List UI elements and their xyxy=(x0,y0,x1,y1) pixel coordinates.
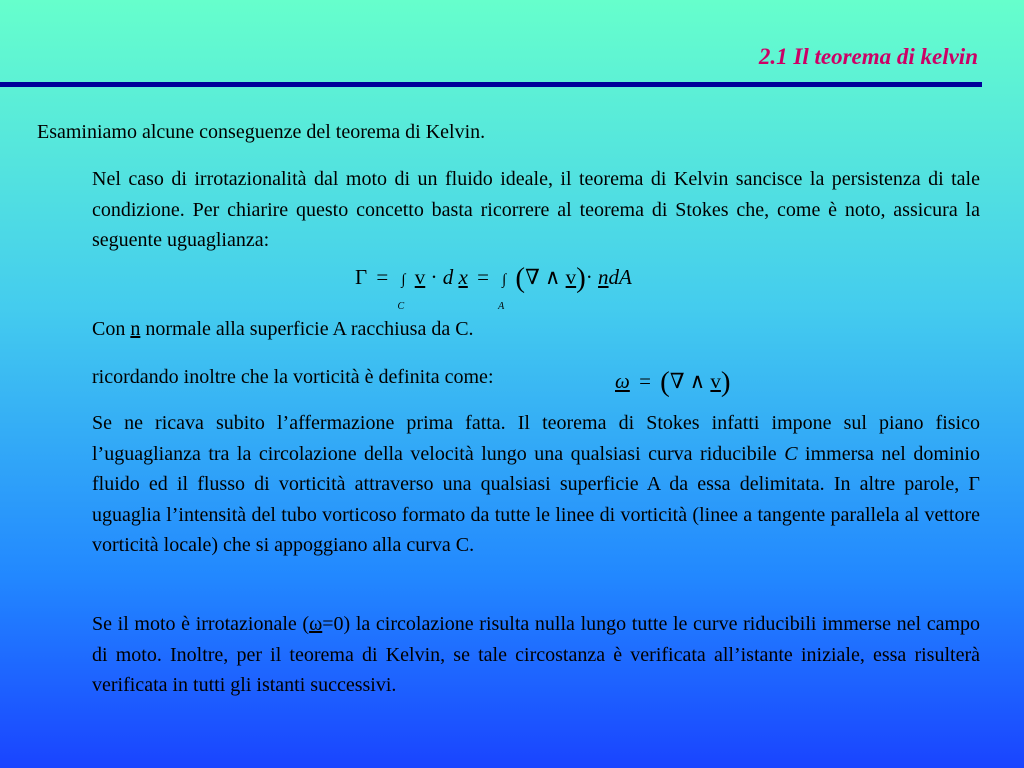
nabla-symbol: ∇ xyxy=(669,369,685,393)
wedge-symbol: ∧ xyxy=(689,369,706,393)
line-integral-symbol: ∫ C xyxy=(397,272,406,312)
dot-operator: · xyxy=(430,265,438,289)
gamma-symbol: Γ xyxy=(355,265,368,289)
position-vector-x: x xyxy=(458,265,468,289)
curve-c-symbol: C xyxy=(784,442,798,465)
title-divider xyxy=(0,82,982,87)
paragraph5-text-2: =0) la circolazione risulta nulla lungo tutte le curve riducibili immerse nel campo di moto. Inoltre, per il teorema di Kelvin, se tale circostanza è verificata all’istante iniziale, essa risulterà verificata in tutti gli istanti successivi. xyxy=(92,613,980,696)
vorticity-definition-text: ricordando inoltre che la vorticità è definita come: xyxy=(92,366,494,388)
equals-sign: = xyxy=(639,369,651,393)
left-paren: ( xyxy=(515,262,526,294)
surface-integral-symbol: ∫ A xyxy=(498,272,507,312)
normal-description: normale alla superficie A racchiusa da C. xyxy=(140,318,474,340)
velocity-vector: v xyxy=(565,265,577,289)
normal-vector-label: n xyxy=(130,318,141,340)
omega-symbol: ω xyxy=(309,613,323,635)
velocity-vector: v xyxy=(710,369,721,393)
stokes-equation xyxy=(355,262,632,312)
left-paren: ( xyxy=(660,366,670,398)
integral-subscript-a: A xyxy=(498,301,505,312)
intro-text: Esaminiamo alcune conseguenze del teorema di Kelvin. xyxy=(37,121,486,143)
paragraph4-text-1: Se ne ricava subito l’affermazione prima fatta. Il teorema di Stokes infatti impone sul piano fisico l’uguaglianza tra la circolazione della velocità lungo una qualsiasi curva riducibile xyxy=(92,412,980,465)
nabla-symbol: ∇ xyxy=(525,265,540,289)
differential-d: d xyxy=(442,265,454,289)
right-paren: ) xyxy=(720,366,731,398)
normal-definition-line xyxy=(92,318,474,341)
omega-symbol: ω xyxy=(615,369,630,393)
dot-operator: · xyxy=(585,265,593,289)
paragraph4-text-2: immersa nel dominio fluido ed il flusso di vorticità attraverso una qualsiasi superficie A da essa delimitata. In altre parole, Γ uguaglia l’intensità del tubo vorticoso formato da tutte le linee di vorticità (linee a tangente parallela al vettore vorticità locale) che si appoggiano alla curva C. xyxy=(92,442,980,556)
normal-vector-n: n xyxy=(598,265,609,289)
equals-sign: = xyxy=(477,265,489,289)
equals-sign: = xyxy=(376,265,389,289)
right-paren: ) xyxy=(576,262,586,294)
wedge-symbol: ∧ xyxy=(545,265,561,289)
paragraph-irrotational-motion xyxy=(92,609,980,701)
paragraph5-text-1: Se il moto è irrotazionale ( xyxy=(92,613,310,635)
con-text: Con xyxy=(92,318,131,340)
paragraph-irrotational-persistence: Nel caso di irrotazionalità dal moto di un fluido ideale, il teorema di Kelvin sancisce la persistenza di tale condizione. Per chiarire questo concetto basta ricorrere al teorema di Stokes che, come è noto, assicura la seguente uguaglianza: xyxy=(92,168,980,251)
area-element-da: dA xyxy=(608,265,632,289)
integral-subscript-c: C xyxy=(397,301,405,312)
velocity-vector: v xyxy=(414,265,426,289)
vorticity-equation xyxy=(615,366,731,399)
slide-title: 2.1 Il teorema di kelvin xyxy=(758,44,978,69)
paragraph-stokes-interpretation xyxy=(92,408,980,561)
